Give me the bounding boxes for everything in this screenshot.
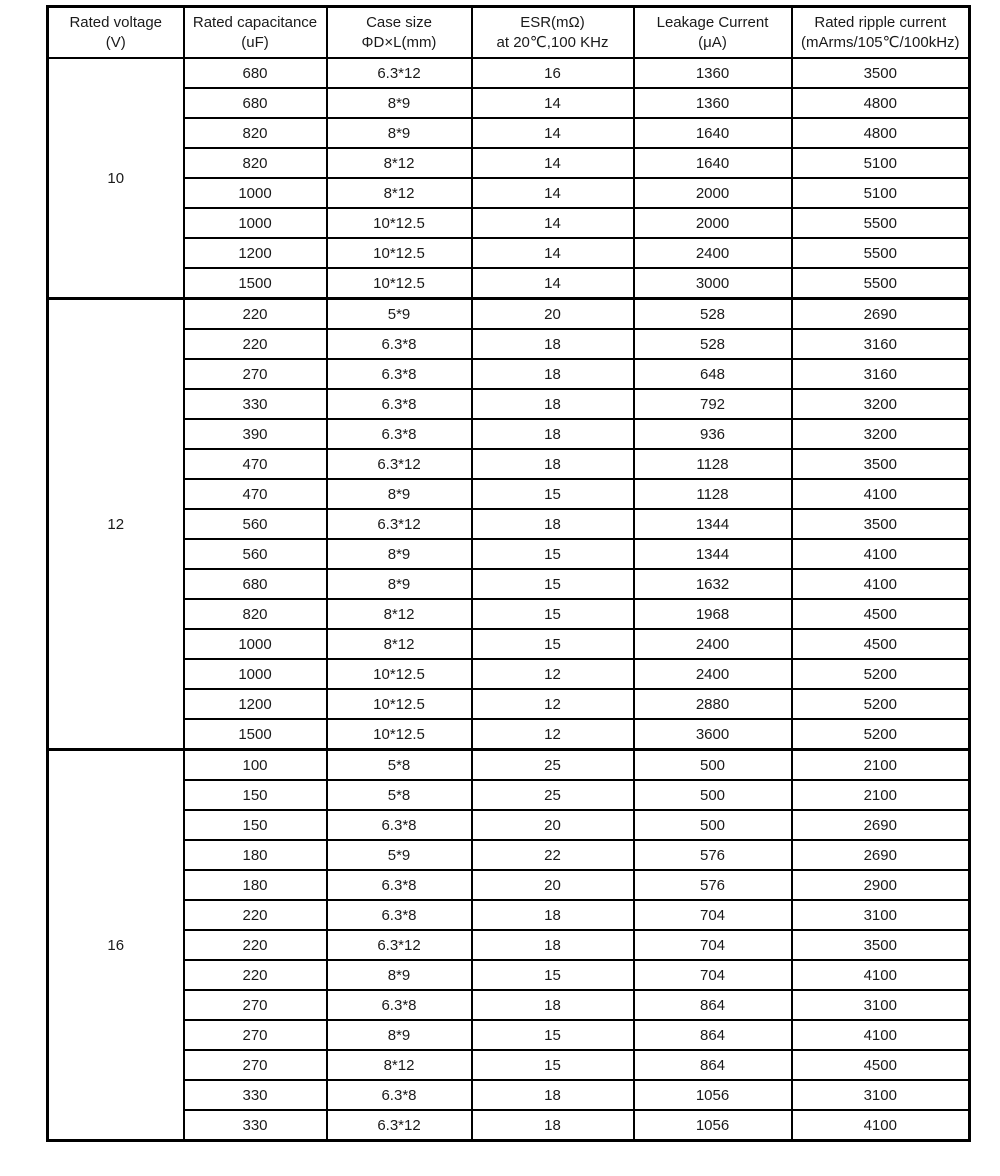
capacitance-cell: 1000 xyxy=(184,659,327,689)
esr-cell: 18 xyxy=(472,930,634,960)
capacitance-cell: 150 xyxy=(184,810,327,840)
esr-cell: 18 xyxy=(472,359,634,389)
capacitance-cell: 180 xyxy=(184,870,327,900)
leakage-current-cell: 1344 xyxy=(634,539,792,569)
ripple-current-cell: 5100 xyxy=(792,148,970,178)
leakage-current-cell: 2000 xyxy=(634,208,792,238)
table-row xyxy=(48,359,970,389)
capacitance-cell: 220 xyxy=(184,930,327,960)
leakage-current-cell: 1968 xyxy=(634,599,792,629)
ripple-current-cell: 3100 xyxy=(792,990,970,1020)
ripple-current-cell: 3160 xyxy=(792,329,970,359)
ripple-current-cell: 4500 xyxy=(792,629,970,659)
ripple-current-cell: 4800 xyxy=(792,88,970,118)
leakage-current-cell: 1632 xyxy=(634,569,792,599)
esr-cell: 16 xyxy=(472,58,634,88)
voltage-group-cell: 12 xyxy=(48,299,184,750)
leakage-current-cell: 864 xyxy=(634,1050,792,1080)
ripple-current-cell: 3160 xyxy=(792,359,970,389)
table-row xyxy=(48,178,970,208)
case-size-cell: 8*12 xyxy=(327,629,472,659)
header-line: Rated voltage xyxy=(69,14,163,31)
ripple-current-cell: 4500 xyxy=(792,599,970,629)
leakage-current-cell: 500 xyxy=(634,780,792,810)
ripple-current-cell: 3500 xyxy=(792,58,970,88)
table-row xyxy=(48,299,970,330)
table-row xyxy=(48,1020,970,1050)
leakage-current-cell: 576 xyxy=(634,870,792,900)
esr-cell: 20 xyxy=(472,299,634,330)
case-size-cell: 10*12.5 xyxy=(327,268,472,299)
case-size-cell: 6.3*8 xyxy=(327,870,472,900)
ripple-current-cell: 4100 xyxy=(792,569,970,599)
leakage-current-cell: 500 xyxy=(634,810,792,840)
table-row xyxy=(48,780,970,810)
ripple-current-cell: 4100 xyxy=(792,1110,970,1141)
header-line: Leakage Current xyxy=(656,14,769,31)
header-line: ESR(mΩ) xyxy=(520,14,585,31)
table-row xyxy=(48,118,970,148)
case-size-cell: 10*12.5 xyxy=(327,659,472,689)
leakage-current-cell: 2400 xyxy=(634,629,792,659)
leakage-current-cell: 704 xyxy=(634,960,792,990)
case-size-cell: 6.3*8 xyxy=(327,900,472,930)
capacitance-cell: 1500 xyxy=(184,719,327,750)
capacitance-cell: 680 xyxy=(184,569,327,599)
table-body xyxy=(48,58,970,1141)
esr-cell: 20 xyxy=(472,870,634,900)
capacitance-cell: 220 xyxy=(184,329,327,359)
ripple-current-cell: 5500 xyxy=(792,208,970,238)
table-row xyxy=(48,1050,970,1080)
case-size-cell: 8*12 xyxy=(327,178,472,208)
leakage-current-cell: 1056 xyxy=(634,1080,792,1110)
header-line: Rated capacitance xyxy=(192,14,318,31)
esr-cell: 18 xyxy=(472,1080,634,1110)
header-rated-voltage xyxy=(48,7,184,59)
esr-cell: 18 xyxy=(472,329,634,359)
capacitance-cell: 330 xyxy=(184,1110,327,1141)
esr-cell: 15 xyxy=(472,599,634,629)
table-row xyxy=(48,449,970,479)
case-size-cell: 8*9 xyxy=(327,1020,472,1050)
table-row xyxy=(48,629,970,659)
capacitance-cell: 150 xyxy=(184,780,327,810)
table-row xyxy=(48,208,970,238)
esr-cell: 14 xyxy=(472,88,634,118)
table-row xyxy=(48,1080,970,1110)
case-size-cell: 6.3*12 xyxy=(327,1110,472,1141)
table-row xyxy=(48,599,970,629)
esr-cell: 14 xyxy=(472,178,634,208)
leakage-current-cell: 1360 xyxy=(634,88,792,118)
case-size-cell: 8*12 xyxy=(327,148,472,178)
table-row xyxy=(48,268,970,299)
capacitance-cell: 560 xyxy=(184,509,327,539)
header-line: ΦD×L(mm) xyxy=(361,33,437,51)
capacitance-cell: 1000 xyxy=(184,178,327,208)
esr-cell: 15 xyxy=(472,629,634,659)
esr-cell: 18 xyxy=(472,419,634,449)
leakage-current-cell: 528 xyxy=(634,299,792,330)
ripple-current-cell: 4500 xyxy=(792,1050,970,1080)
esr-cell: 20 xyxy=(472,810,634,840)
esr-cell: 12 xyxy=(472,689,634,719)
header-esr xyxy=(472,7,634,59)
table-header xyxy=(48,7,970,59)
leakage-current-cell: 864 xyxy=(634,990,792,1020)
ripple-current-cell: 4100 xyxy=(792,1020,970,1050)
table-row xyxy=(48,238,970,268)
capacitance-cell: 220 xyxy=(184,299,327,330)
header-row xyxy=(48,7,970,59)
case-size-cell: 8*12 xyxy=(327,599,472,629)
case-size-cell: 8*9 xyxy=(327,960,472,990)
ripple-current-cell: 2690 xyxy=(792,840,970,870)
table-row xyxy=(48,58,970,88)
case-size-cell: 8*9 xyxy=(327,479,472,509)
capacitance-cell: 1200 xyxy=(184,689,327,719)
table-row xyxy=(48,719,970,750)
header-line: at 20℃,100 KHz xyxy=(496,33,609,51)
ripple-current-cell: 3200 xyxy=(792,389,970,419)
case-size-cell: 10*12.5 xyxy=(327,689,472,719)
ripple-current-cell: 5100 xyxy=(792,178,970,208)
capacitor-spec-table xyxy=(46,5,971,1142)
table-row xyxy=(48,840,970,870)
esr-cell: 15 xyxy=(472,539,634,569)
esr-cell: 14 xyxy=(472,238,634,268)
table-row xyxy=(48,389,970,419)
case-size-cell: 6.3*8 xyxy=(327,1080,472,1110)
case-size-cell: 8*9 xyxy=(327,118,472,148)
header-case-size xyxy=(327,7,472,59)
header-rated-capacitance xyxy=(184,7,327,59)
esr-cell: 15 xyxy=(472,1020,634,1050)
esr-cell: 15 xyxy=(472,479,634,509)
leakage-current-cell: 704 xyxy=(634,930,792,960)
ripple-current-cell: 4100 xyxy=(792,960,970,990)
capacitance-cell: 330 xyxy=(184,1080,327,1110)
table-row xyxy=(48,88,970,118)
voltage-group-cell: 10 xyxy=(48,58,184,299)
table-row xyxy=(48,569,970,599)
ripple-current-cell: 5200 xyxy=(792,689,970,719)
esr-cell: 18 xyxy=(472,389,634,419)
table-row xyxy=(48,539,970,569)
ripple-current-cell: 5500 xyxy=(792,268,970,299)
capacitance-cell: 560 xyxy=(184,539,327,569)
ripple-current-cell: 3100 xyxy=(792,900,970,930)
esr-cell: 14 xyxy=(472,268,634,299)
case-size-cell: 5*8 xyxy=(327,780,472,810)
ripple-current-cell: 2690 xyxy=(792,299,970,330)
ripple-current-cell: 3500 xyxy=(792,449,970,479)
leakage-current-cell: 576 xyxy=(634,840,792,870)
capacitance-cell: 470 xyxy=(184,449,327,479)
header-ripple-current xyxy=(792,7,970,59)
esr-cell: 15 xyxy=(472,1050,634,1080)
case-size-cell: 5*9 xyxy=(327,840,472,870)
ripple-current-cell: 2690 xyxy=(792,810,970,840)
case-size-cell: 8*9 xyxy=(327,539,472,569)
capacitance-cell: 1200 xyxy=(184,238,327,268)
leakage-current-cell: 2400 xyxy=(634,238,792,268)
table-row xyxy=(48,148,970,178)
esr-cell: 12 xyxy=(472,659,634,689)
header-leakage-current xyxy=(634,7,792,59)
case-size-cell: 10*12.5 xyxy=(327,719,472,750)
capacitance-cell: 220 xyxy=(184,960,327,990)
table-row xyxy=(48,750,970,781)
ripple-current-cell: 5500 xyxy=(792,238,970,268)
leakage-current-cell: 704 xyxy=(634,900,792,930)
esr-cell: 14 xyxy=(472,118,634,148)
ripple-current-cell: 4800 xyxy=(792,118,970,148)
leakage-current-cell: 1128 xyxy=(634,479,792,509)
leakage-current-cell: 1640 xyxy=(634,148,792,178)
esr-cell: 18 xyxy=(472,900,634,930)
capacitance-cell: 100 xyxy=(184,750,327,781)
capacitance-cell: 680 xyxy=(184,58,327,88)
esr-cell: 18 xyxy=(472,509,634,539)
table-row xyxy=(48,900,970,930)
header-line: (μA) xyxy=(698,33,727,51)
capacitance-cell: 820 xyxy=(184,599,327,629)
header-line: (mArms/105℃/100kHz) xyxy=(800,33,960,51)
case-size-cell: 6.3*8 xyxy=(327,419,472,449)
ripple-current-cell: 4100 xyxy=(792,479,970,509)
header-line: (uF) xyxy=(241,33,269,51)
table-row xyxy=(48,419,970,449)
esr-cell: 25 xyxy=(472,750,634,781)
table-row xyxy=(48,930,970,960)
esr-cell: 15 xyxy=(472,569,634,599)
leakage-current-cell: 2400 xyxy=(634,659,792,689)
table-row xyxy=(48,960,970,990)
esr-cell: 14 xyxy=(472,208,634,238)
capacitance-cell: 470 xyxy=(184,479,327,509)
capacitance-cell: 180 xyxy=(184,840,327,870)
header-line: (V) xyxy=(105,33,126,51)
table-row xyxy=(48,1110,970,1141)
capacitance-cell: 270 xyxy=(184,359,327,389)
table-row xyxy=(48,870,970,900)
leakage-current-cell: 936 xyxy=(634,419,792,449)
ripple-current-cell: 2100 xyxy=(792,780,970,810)
ripple-current-cell: 5200 xyxy=(792,719,970,750)
case-size-cell: 6.3*12 xyxy=(327,449,472,479)
esr-cell: 14 xyxy=(472,148,634,178)
ripple-current-cell: 5200 xyxy=(792,659,970,689)
header-line: Case size xyxy=(366,14,432,31)
case-size-cell: 8*9 xyxy=(327,88,472,118)
voltage-group-cell: 16 xyxy=(48,750,184,1141)
case-size-cell: 6.3*8 xyxy=(327,810,472,840)
ripple-current-cell: 2100 xyxy=(792,750,970,781)
table-row xyxy=(48,509,970,539)
case-size-cell: 6.3*12 xyxy=(327,509,472,539)
esr-cell: 12 xyxy=(472,719,634,750)
table-row xyxy=(48,329,970,359)
table-row xyxy=(48,479,970,509)
case-size-cell: 6.3*12 xyxy=(327,58,472,88)
leakage-current-cell: 500 xyxy=(634,750,792,781)
ripple-current-cell: 3500 xyxy=(792,930,970,960)
leakage-current-cell: 528 xyxy=(634,329,792,359)
leakage-current-cell: 2880 xyxy=(634,689,792,719)
ripple-current-cell: 2900 xyxy=(792,870,970,900)
case-size-cell: 6.3*8 xyxy=(327,359,472,389)
capacitance-cell: 820 xyxy=(184,118,327,148)
esr-cell: 25 xyxy=(472,780,634,810)
leakage-current-cell: 1360 xyxy=(634,58,792,88)
leakage-current-cell: 3600 xyxy=(634,719,792,750)
leakage-current-cell: 1640 xyxy=(634,118,792,148)
capacitance-cell: 1000 xyxy=(184,208,327,238)
capacitance-cell: 680 xyxy=(184,88,327,118)
leakage-current-cell: 2000 xyxy=(634,178,792,208)
case-size-cell: 8*12 xyxy=(327,1050,472,1080)
case-size-cell: 5*8 xyxy=(327,750,472,781)
capacitance-cell: 270 xyxy=(184,990,327,1020)
esr-cell: 15 xyxy=(472,960,634,990)
leakage-current-cell: 1344 xyxy=(634,509,792,539)
capacitance-cell: 270 xyxy=(184,1050,327,1080)
table-row xyxy=(48,689,970,719)
table-row xyxy=(48,990,970,1020)
capacitance-cell: 1000 xyxy=(184,629,327,659)
capacitance-cell: 270 xyxy=(184,1020,327,1050)
ripple-current-cell: 4100 xyxy=(792,539,970,569)
case-size-cell: 6.3*8 xyxy=(327,329,472,359)
table-row xyxy=(48,810,970,840)
case-size-cell: 10*12.5 xyxy=(327,208,472,238)
capacitance-cell: 390 xyxy=(184,419,327,449)
ripple-current-cell: 3100 xyxy=(792,1080,970,1110)
header-line: Rated ripple current xyxy=(814,14,947,31)
esr-cell: 18 xyxy=(472,990,634,1020)
ripple-current-cell: 3200 xyxy=(792,419,970,449)
leakage-current-cell: 792 xyxy=(634,389,792,419)
leakage-current-cell: 864 xyxy=(634,1020,792,1050)
capacitance-cell: 820 xyxy=(184,148,327,178)
leakage-current-cell: 3000 xyxy=(634,268,792,299)
esr-cell: 22 xyxy=(472,840,634,870)
case-size-cell: 10*12.5 xyxy=(327,238,472,268)
leakage-current-cell: 1056 xyxy=(634,1110,792,1141)
capacitance-cell: 220 xyxy=(184,900,327,930)
case-size-cell: 6.3*12 xyxy=(327,930,472,960)
leakage-current-cell: 648 xyxy=(634,359,792,389)
capacitance-cell: 1500 xyxy=(184,268,327,299)
case-size-cell: 6.3*8 xyxy=(327,389,472,419)
case-size-cell: 8*9 xyxy=(327,569,472,599)
esr-cell: 18 xyxy=(472,449,634,479)
table-row xyxy=(48,659,970,689)
capacitance-cell: 330 xyxy=(184,389,327,419)
esr-cell: 18 xyxy=(472,1110,634,1141)
case-size-cell: 5*9 xyxy=(327,299,472,330)
leakage-current-cell: 1128 xyxy=(634,449,792,479)
ripple-current-cell: 3500 xyxy=(792,509,970,539)
case-size-cell: 6.3*8 xyxy=(327,990,472,1020)
